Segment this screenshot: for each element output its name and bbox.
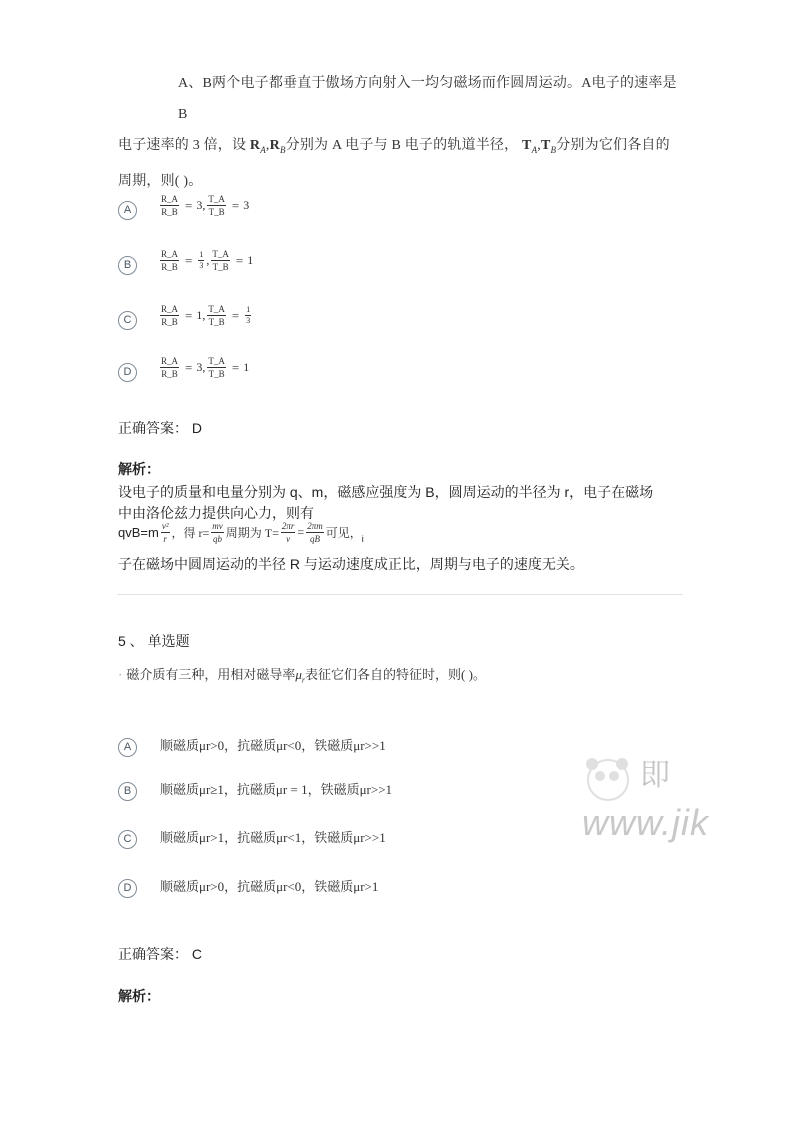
section-divider [117, 594, 683, 595]
watermark-url: www.jik [582, 802, 710, 843]
option-b-formula: $\frac{R\_A}{R\_B}$ = $\frac{1}{3}$ , $\frac{T\_A}{T\_B}$ = 1 [161, 249, 254, 272]
stem-line-3: 周期，则( )。 [118, 173, 203, 189]
option-letter-d: D [118, 363, 137, 382]
stem-line-1: A、B两个电子都垂直于傲场方向射入一均匀磁场而作圆周运动。A电子的速率是B [178, 76, 677, 122]
option-letter-c: C [118, 311, 137, 330]
answer-value: C [191, 946, 203, 962]
q5-header: 5 、 单选题 [118, 633, 190, 649]
q5-correct-answer [118, 944, 202, 964]
option-letter-d: D [118, 879, 137, 898]
option-c-formula: $\frac{R\_A}{R\_B}$ = 1, $\frac{T\_A}{T\_B}$ = $\frac{1}{3}$ [161, 304, 251, 327]
option-d-text: 顺磁质μr>0，抗磁质μr<0，铁磁质μr>1 [160, 879, 379, 894]
q4-correct-answer [118, 418, 202, 438]
q4-analysis-text: 设电子的质量和电量分别为 q、m，磁感应强度为 B，圆周运动的半径为 r，电子在磁场 中由洛伦兹力提供向心力，则有 [118, 484, 654, 521]
option-letter-c: C [118, 830, 137, 849]
q4-analysis-formula: qvB=m $\frac{\text{v²}}{r}$ ，得 r= $\frac{mv}{qb}$ 周期为 T= $\frac{2\pi r}{v}$ = $\frac{2\pi m}{qB}$ 可见， i [118, 521, 364, 544]
q4-analysis-label: 解析： [118, 461, 160, 477]
option-letter-b: B [118, 782, 137, 801]
q5-stem: · 磁介质有三种，用相对磁导率$\mu_r$表征它们各自的特征时，则( )。 [118, 667, 486, 685]
q4-analysis-conclusion: 子在磁场中圆周运动的半径 R 与运动速度成正比，周期与电子的速度无关。 [118, 556, 584, 572]
option-b-text: 顺磁质μr≥1，抗磁质μr = 1，铁磁质μr>>1 [160, 782, 393, 797]
option-c-text: 顺磁质μr>1，抗磁质μr<1，铁磁质μr>>1 [160, 830, 386, 845]
question-4-stem [118, 68, 678, 197]
option-a-text: 顺磁质μr>0，抗磁质μr<0，铁磁质μr>>1 [160, 738, 386, 753]
option-letter-b: B [118, 256, 137, 275]
answer-label: 正确答案： [118, 420, 188, 436]
option-letter-a: A [118, 201, 137, 220]
watermark-char: 即 [640, 758, 670, 793]
option-d-formula: $\frac{R\_A}{R\_B}$ = 3, $\frac{T\_A}{T\_B}$ = 1 [161, 356, 250, 379]
answer-value: D [191, 420, 203, 436]
option-a-formula: $\frac{R\_A}{R\_B}$ = 3, $\frac{T\_A}{T\_B}$ = 3 [161, 194, 250, 217]
answer-label: 正确答案： [118, 946, 188, 962]
q5-analysis-label: 解析： [118, 988, 160, 1004]
watermark [578, 740, 710, 860]
stem-line-2: 电子速率的 3 倍，设 $R_A,R_B$分别为 A 电子与 B 电子的轨道半径， $T_A,T_B$分别为它们各自的 [118, 138, 670, 155]
option-letter-a: A [118, 738, 137, 757]
